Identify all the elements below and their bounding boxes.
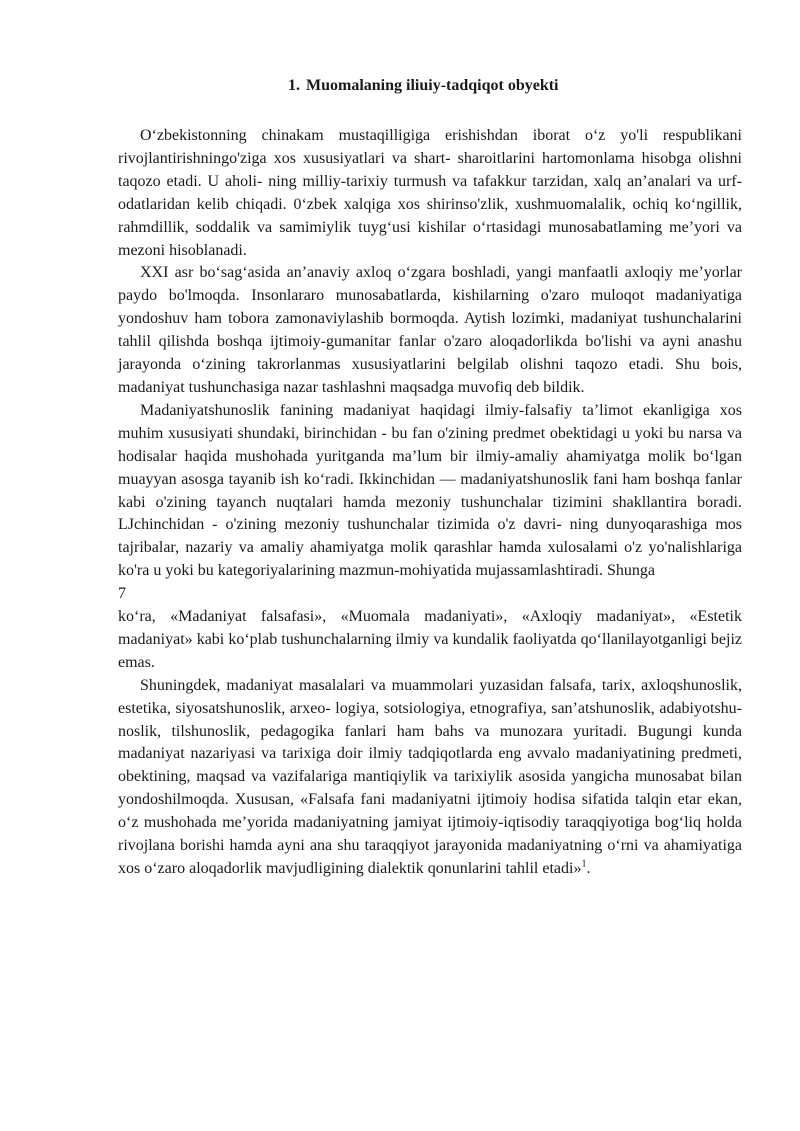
document-page (118, 74, 742, 881)
paragraph-4 (118, 675, 742, 881)
paragraph-4-end: . (586, 860, 591, 877)
section-heading (118, 74, 742, 98)
page-number: 7 (118, 585, 126, 603)
section-number: 1. (288, 77, 300, 94)
continuation-paragraph: ko‘ra, «Madaniyat falsafasi», «Muomala madaniyati», «Axloqiy madaniyat», «Estetik madaniyat» kabi ko‘plab tushunchalarning ilmiy va kundalik faoliyatda qo‘llanilayotganligi bejiz emas. (118, 608, 742, 671)
paragraph-4-text: Shuningdek, madaniyat masalalari va muammolari yuzasidan falsafa, tarix, axloqshunoslik, estetika, siyosatshunoslik, arxeo- logiya, sotsiologiya, etnografiya, san’atshunoslik, adabiyotshu- noslik, tilshunoslik, pedagogika fanlari ham bahs va munozara yuritadi. Bugungi kunda madaniyat nazariyasi va tarixiga doir ilmiy tadqiqotlarda eng avvalo madaniyatining predmeti, obektining, maqsad va vazifalariga mantiqiylik va tarixiylik asosida yangicha munosabat bilan yondoshilmoqda. Xususan, «Falsafa fani madaniyatni ijtimoiy hodisa sifatida talqin etar ekan, o‘z mushohada me’yorida madaniyatning jamiyat ijtimoiy-iqtisodiy taraqqiyotiga bog‘liq holda rivojlana borishi hamda ayni ana shu taraqqiyot jarayonida madaniyatning o‘rni va ahamiyatiga xos o‘zaro aloqadorlik mavjudligining dialektik qonunlarini tahlil etadi» (118, 676, 742, 877)
paragraph-3: Madaniyatshunoslik fanining madaniyat haqidagi ilmiy-falsafiy ta’limot ekanligiga xos muhim xususiyati shundaki, birinchidan - bu fan o'zining predmet obektidagi u yoki bu narsa va hodisalar haqida mushohada yuritganda ma’lum bir ilmiy-amaliy ahamiyatga molik bo‘lgan muayyan asosga tayanib ish ko‘radi. Ikkinchidan — madaniyatshunoslik fani ham boshqa fanlar kabi o'zining tayanch nuqtalari hamda mezoniy tushunchalar tizimini shakllantira boradi. LJchinchidan - o'zining mezoniy tushunchalar tizimida o'z davri- ning dunyoqarashiga mos tajribalar, nazariy va amaliy ahamiyatga molik qarashlar hamda xulosalami o'z yo'nalishlariga ko'ra u yoki bu kategoriyalarining mazmun-mohiyatida mujassamlashtiradi. Shunga (118, 401, 742, 580)
footnote-marker[interactable]: 1 (581, 858, 587, 870)
paragraph-2: XXI asr bo‘sag‘asida an’anaviy axloq o‘zgara boshladi, yangi manfaatli axloqiy me’yorlar paydo bo'lmoqda. Insonlararo munosabatlarda, kishilarning o'zaro muloqot madaniyatiga yondoshuv ham tobora zamonaviylashib bormoqda. Aytish lozimki, madaniyat tushunchalarini tahlil qilishda boshqa ijtimoiy-gumanitar fanlar o'zaro aloqadorlikda bo'lishi va ayni anashu jarayonda o‘zining takrorlanmas xususiyatlarini belgilab olishni taqozo etadi. Shu bois, madaniyat tushunchasiga nazar tashlashni maqsadga muvofiq deb bildik. (118, 264, 742, 396)
section-title: Muomalaning iliuiy-tadqiqot obyekti (306, 77, 559, 94)
paragraph-1: O‘zbekistonning chinakam mustaqilligiga erishishdan iborat o‘z yo'li respublikani rivojlantirishningo'ziga xos xususiyatlari va shart- sharoitlarini hartomonlama hisobga olishni taqozo etadi. U aholi- ning milliy-tarixiy turmush va tafakkur tarzidan, xalq an’analari va urf-odatlaridan kelib chiqadi. 0‘zbek xalqiga xos shirinso'zlik, xushmuomalalik, ochiq ko‘ngillik, rahmdillik, soddalik va samimiylik tuyg‘usi kishilar o‘rtasidagi munosabatlaming me’yori va mezoni hisoblanadi. (118, 127, 742, 259)
